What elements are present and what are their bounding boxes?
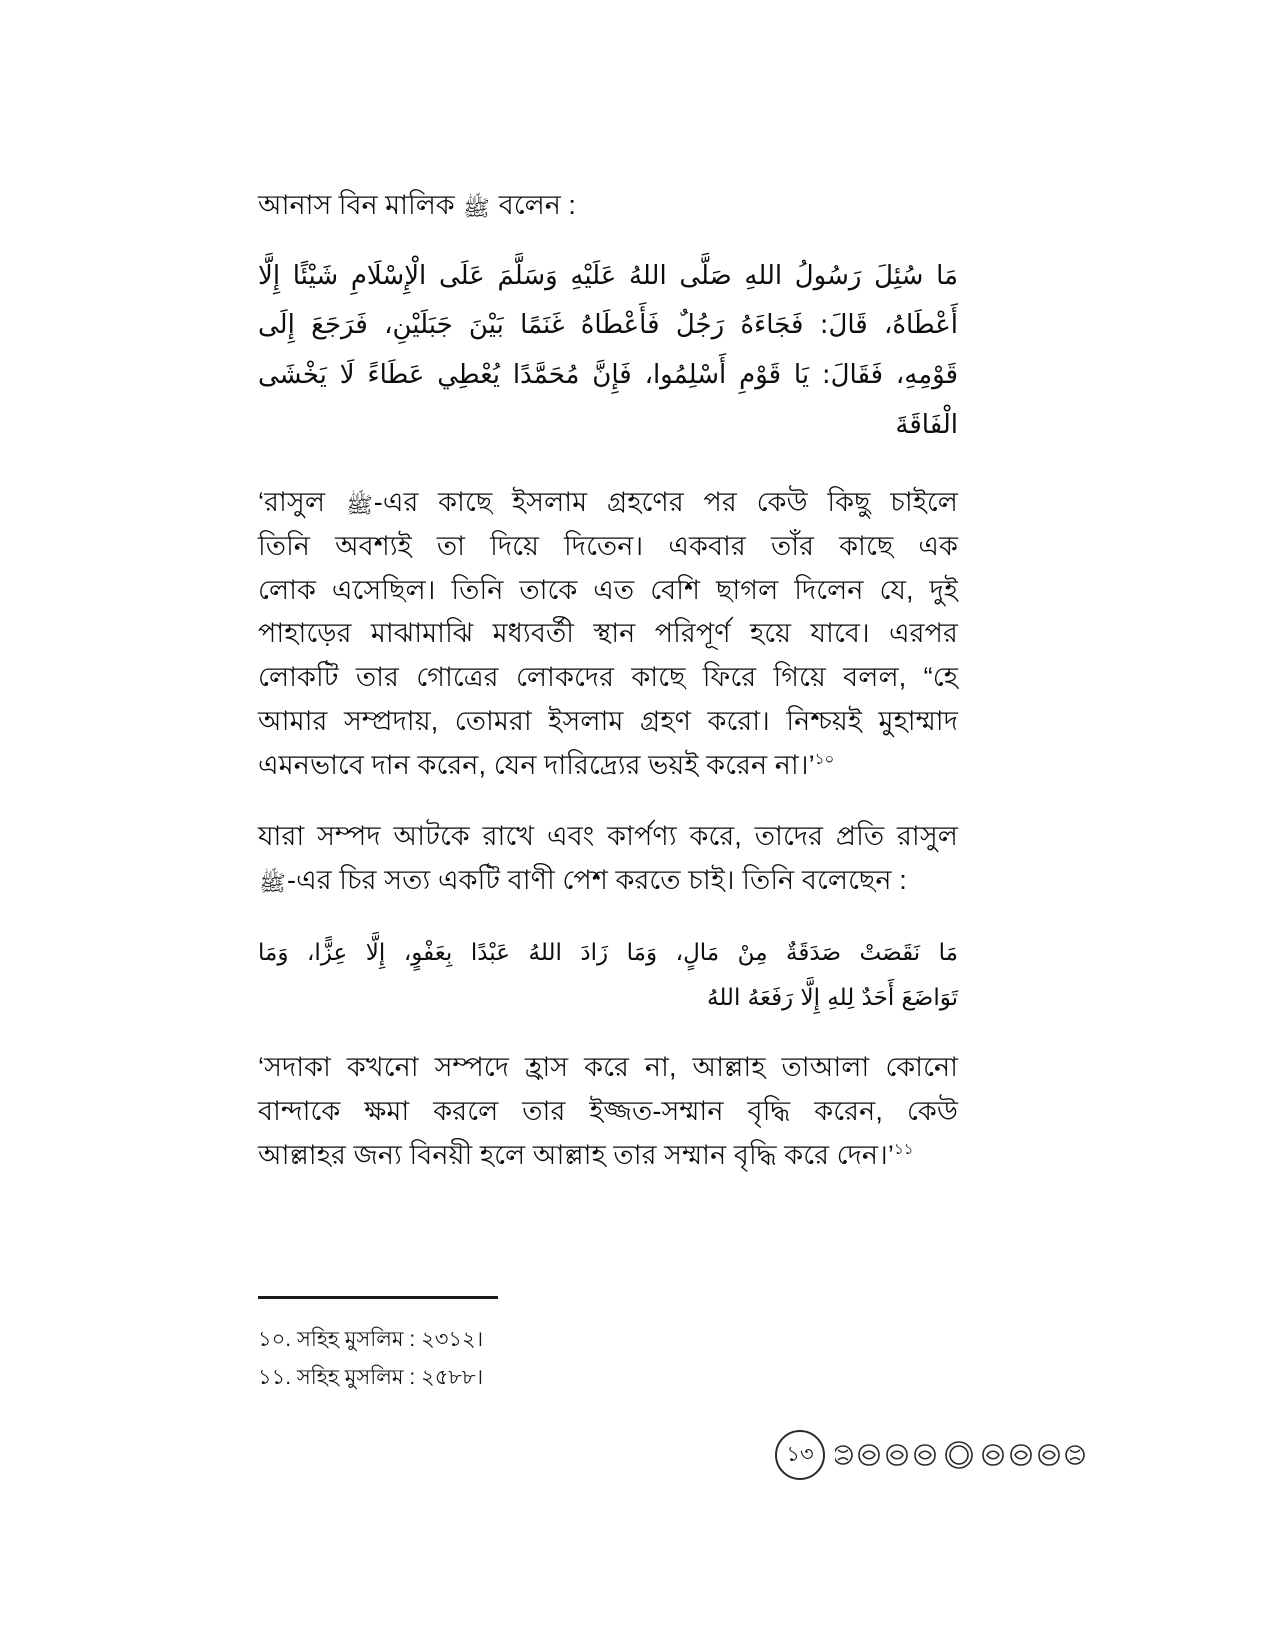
- page-number: ১৩: [775, 1430, 825, 1480]
- narrator-name: আনাস বিন মালিক: [258, 190, 455, 220]
- translation-line: বান্দাকে ক্ষমা করলে তার ইজ্জত-সম্মান বৃদ্ধি করেন, কেউ: [258, 1096, 958, 1127]
- translation-line-text: আল্লাহর জন্য বিনয়ী হলে আল্লাহ তার সম্মান বৃদ্ধি করে দেন।’: [258, 1139, 894, 1170]
- footnote-item: ১০. সহিহ মুসলিম : ২৩১২।: [258, 1327, 484, 1351]
- arabic-line: مَا سُئِلَ رَسُولُ اللهِ صَلَّى اللهُ عَلَيْهِ وَسَلَّمَ عَلَى الْإِسْلَامِ شَيْئًا إِلَّا: [258, 260, 958, 291]
- commentary-line: [258, 859, 958, 903]
- decorative-ornament-icon: [835, 1431, 1085, 1479]
- arabic-line: أَعْطَاهُ، قَالَ: فَجَاءَهُ رَجُلٌ فَأَعْطَاهُ غَنَمًا بَيْنَ جَبَلَيْنِ، فَرَجَعَ إِلَى: [258, 310, 958, 341]
- translation-line: তিনি অবশ্যই তা দিয়ে দিতেন। একবার তাঁর কাছে এক: [258, 530, 958, 561]
- arabic-line: الْفَاقَةَ: [895, 410, 958, 441]
- translation-second: [258, 1046, 958, 1177]
- arabic-line: مَا نَقَصَتْ صَدَقَةٌ مِنْ مَالٍ، وَمَا زَادَ اللهُ عَبْدًا بِعَفْوٍ، إِلَّا عِزًّا، وَمَا: [258, 939, 958, 966]
- page-footer: [0, 1430, 1275, 1510]
- translation-line: লোকটি তার গোত্রের লোকদের কাছে ফিরে গিয়ে বলল, “হে: [258, 662, 958, 693]
- translation-line: [258, 481, 958, 525]
- translation-line-text: এমনভাবে দান করেন, যেন দারিদ্র্যের ভয়ই করেন না।’: [258, 749, 815, 780]
- hadith-arabic-second: [258, 931, 958, 1021]
- page-content: [258, 185, 958, 1206]
- quote-open-text: ‘রাসুল: [258, 487, 326, 518]
- commentary-paragraph: [258, 815, 958, 902]
- translation-line: আমার সম্প্রদায়, তোমরা ইসলাম গ্রহণ করো। নিশ্চয়ই মুহাম্মাদ: [258, 705, 958, 736]
- footer-ornament-group: [775, 1430, 1085, 1480]
- footnote-item: ১১. সহিহ মুসলিম : ২৫৮৮।: [258, 1366, 484, 1390]
- honorific-icon: ﷺ: [259, 870, 286, 896]
- footnote-separator-rule: [258, 1296, 498, 1299]
- footnotes-section: [258, 1296, 958, 1398]
- honorific-icon: ﷺ: [345, 492, 373, 519]
- translation-line: [258, 744, 958, 788]
- footnote-marker-11[interactable]: ১১: [893, 1140, 914, 1158]
- commentary-line: যারা সম্পদ আটকে রাখে এবং কার্পণ্য করে, তাদের প্রতি রাসুল: [258, 821, 958, 852]
- translation-line: [258, 1134, 958, 1178]
- translation-line: ‘সদাকা কখনো সম্পদে হ্রাস করে না, আল্লাহ তাআলা কোনো: [258, 1052, 958, 1083]
- translation-line: পাহাড়ের মাঝামাঝি মধ্যবর্তী স্থান পরিপূর্ণ হয়ে যাবে। এরপর: [258, 618, 958, 649]
- commentary-line-text: -এর চির সত্য একটি বাণী পেশ করতে চাই। তিনি বলেছেন :: [287, 865, 907, 895]
- arabic-line: تَوَاضَعَ أَحَدٌ لِلهِ إِلَّا رَفَعَهُ اللهُ: [706, 984, 958, 1011]
- hadith-arabic-first: [258, 252, 958, 452]
- translation-line-text: -এর কাছে ইসলাম গ্রহণের পর কেউ কিছু চাইলে: [373, 487, 958, 518]
- translation-first: [258, 481, 958, 787]
- footnote-marker-10[interactable]: ১০: [814, 750, 835, 768]
- arabic-line: قَوْمِهِ، فَقَالَ: يَا قَوْمِ أَسْلِمُوا، فَإِنَّ مُحَمَّدًا يُعْطِي عَطَاءً لَا يَخْشَى: [258, 360, 958, 391]
- narrator-heading-suffix: বলেন :: [498, 190, 576, 220]
- translation-line: লোক এসেছিল। তিনি তাকে এত বেশি ছাগল দিলেন যে, দুই: [258, 574, 958, 605]
- narrator-heading: [258, 185, 958, 226]
- honorific-icon: ﷺ: [463, 195, 491, 221]
